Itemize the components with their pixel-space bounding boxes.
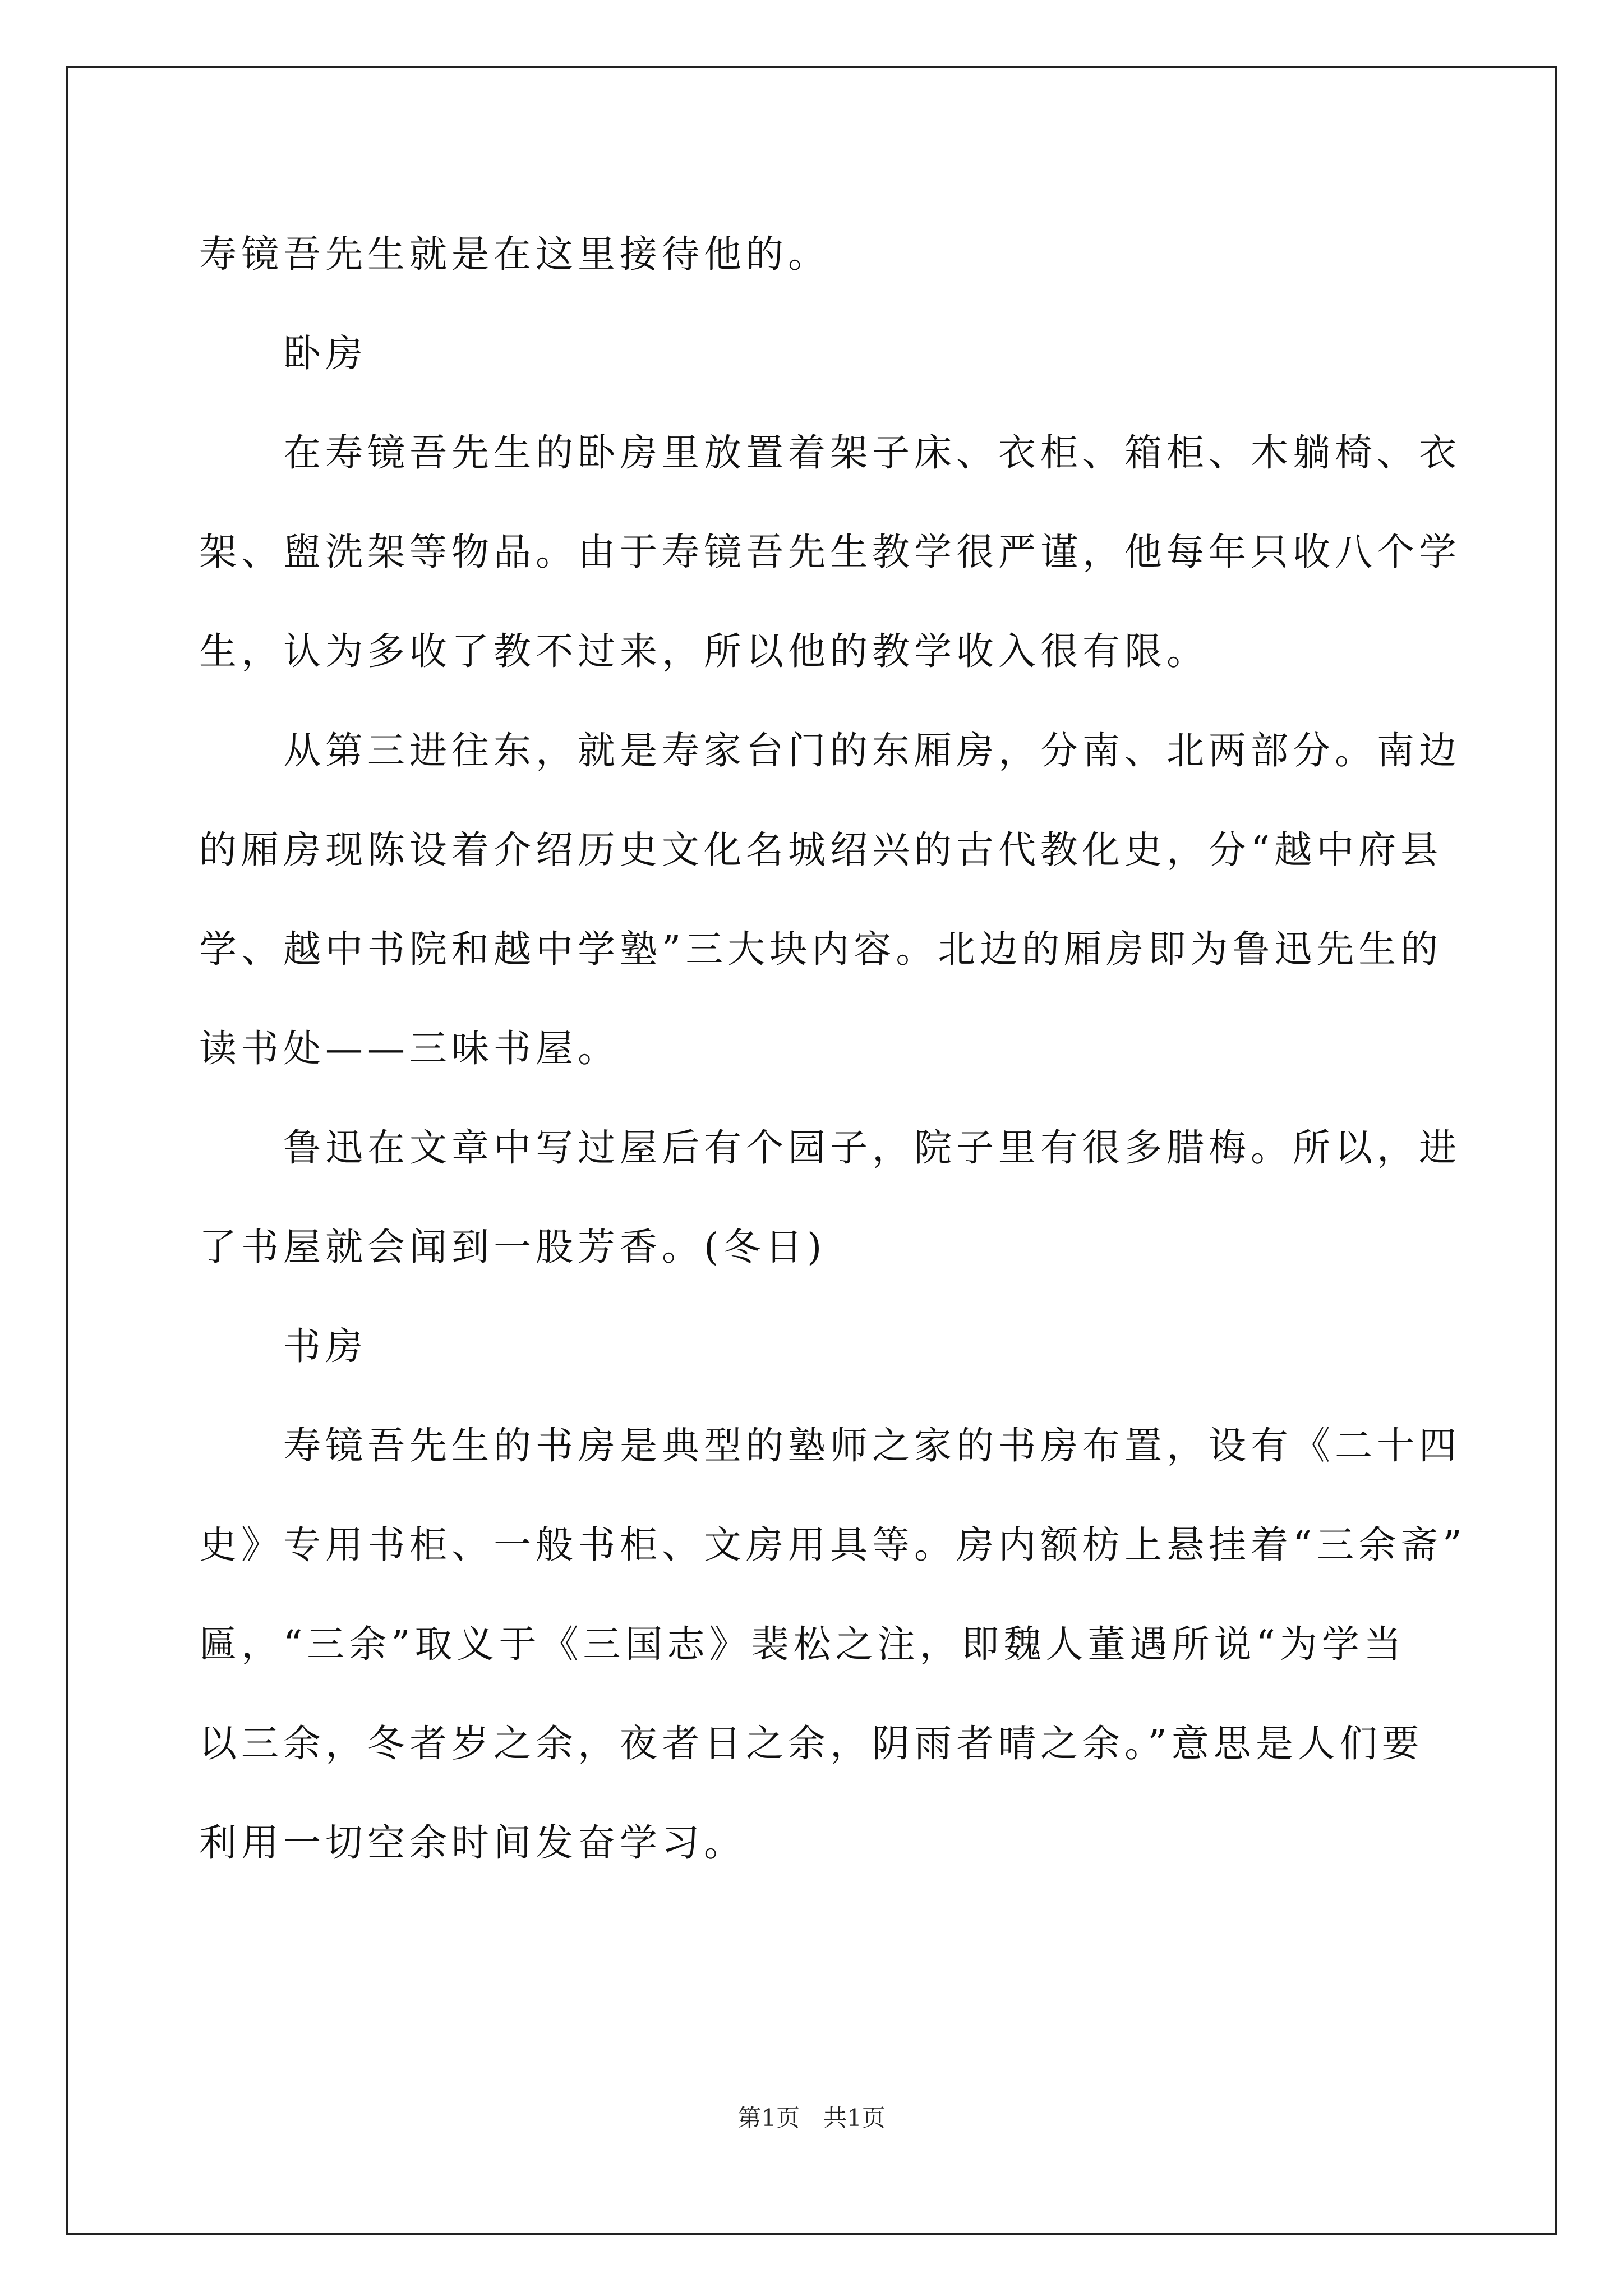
- text-line: 寿镜吾先生就是在这里接待他的。: [199, 232, 830, 276]
- text-line: 在寿镜吾先生的卧房里放置着架子床、衣柜、箱柜、木躺椅、衣: [283, 431, 1461, 475]
- text-line: 利用一切空余时间发奋学习。: [199, 1821, 746, 1865]
- text-line: 读书处——三味书屋。: [199, 1027, 620, 1070]
- page-number: 第1页 共1页: [737, 2104, 886, 2132]
- text-line: 的厢房现陈设着介绍历史文化名城绍兴的古代教化史，分“越中府县: [199, 828, 1443, 872]
- text-line: 了书屋就会闻到一股芳香。(冬日): [199, 1225, 827, 1269]
- text-line: 生，认为多收了教不过来，所以他的教学收入很有限。: [199, 629, 1209, 673]
- text-line: 架、盥洗架等物品。由于寿镜吾先生教学很严谨，他每年只收八个学: [199, 530, 1461, 574]
- text-line: 从第三进往东，就是寿家台门的东厢房，分南、北两部分。南边: [283, 729, 1461, 772]
- text-line: 匾，“三余”取义于《三国志》裴松之注，即魏人董遇所说“为学当: [199, 1622, 1406, 1666]
- text-line: 鲁迅在文章中写过屋后有个园子，院子里有很多腊梅。所以，进: [283, 1126, 1461, 1170]
- document-body: [199, 205, 1467, 1893]
- text-line: 学、越中书院和越中学塾”三大块内容。北边的厢房即为鲁迅先生的: [199, 927, 1443, 971]
- text-line: 以三余，冬者岁之余，夜者日之余，阴雨者晴之余。”意思是人们要: [199, 1722, 1424, 1765]
- text-line: 寿镜吾先生的书房是典型的塾师之家的书房布置，设有《二十四: [283, 1424, 1461, 1467]
- text-line: 卧房: [283, 332, 367, 375]
- text-line: 史》专用书柜、一般书柜、文房用具等。房内额枋上悬挂着“三余斋”: [199, 1523, 1467, 1567]
- text-line: 书房: [283, 1324, 367, 1368]
